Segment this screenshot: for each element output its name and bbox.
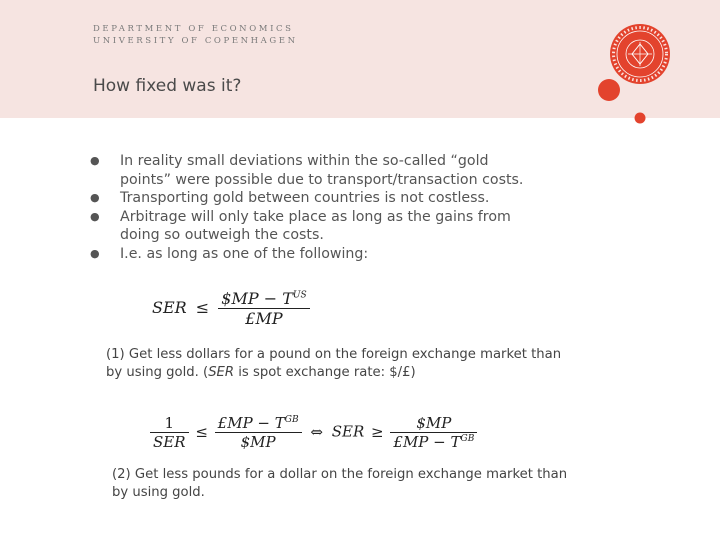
formula-lhs: SER [331, 422, 365, 441]
slide-title: How fixed was it? [93, 76, 242, 96]
bullet-text-cont: points” were possible due to transport/transaction costs. [120, 171, 524, 188]
bullet-dot: ● [90, 209, 100, 223]
note-text: by using gold. ( [106, 365, 209, 380]
note-line: (1) Get less dollars for a pound on the foreign exchange market than [106, 347, 562, 362]
bullet-text: Transporting gold between countries is not costless. [120, 190, 490, 206]
numerator-superscript: US [292, 290, 307, 301]
formula-denominator [390, 433, 477, 451]
department-name [93, 23, 298, 47]
bullet-item [90, 189, 650, 208]
bullet-dot: ● [90, 154, 100, 167]
formula-condition-2 [150, 414, 477, 451]
formula-fraction [150, 414, 189, 451]
denominator-superscript: GB [460, 434, 475, 444]
formula-relation: ≥ [371, 422, 384, 441]
bullet-item [90, 245, 650, 264]
formula-relation: ≤ [195, 422, 208, 441]
numerator-text: $MP − T [221, 289, 293, 308]
formula-fraction [218, 289, 309, 328]
bullet-text: In reality small deviations within the so-called “gold [120, 153, 489, 169]
numerator-text: £MP − T [217, 414, 285, 432]
note-line: (2) Get less pounds for a dollar on the foreign exchange market than [112, 467, 568, 482]
condition-2-note [112, 466, 567, 502]
bullet-list [90, 152, 650, 263]
seal-dot-small [633, 108, 653, 128]
formula-fraction [215, 414, 302, 451]
bullet-text: Arbitrage will only take place as long as the gains from [120, 208, 511, 225]
bullet-item [90, 152, 650, 189]
formula-numerator: 1 [150, 414, 189, 433]
formula-numerator: $MP [390, 414, 477, 433]
note-term: SER [208, 365, 235, 380]
note-line [106, 364, 561, 382]
formula-equivalence: ⇔ [310, 422, 323, 441]
formula-denominator: SER [153, 433, 186, 451]
formula-denominator: £MP [245, 309, 283, 328]
formula-condition-1 [152, 289, 310, 328]
formula-fraction [390, 414, 477, 451]
bullet-text-cont: doing so outweigh the costs. [120, 227, 324, 243]
dept-line-1: DEPARTMENT OF ECONOMICS [93, 24, 294, 34]
formula-lhs: SER [152, 298, 187, 317]
bullet-text: I.e. as long as one of the following: [120, 245, 369, 262]
formula-numerator [218, 289, 309, 309]
condition-1-note [106, 346, 561, 382]
bullet-dot: ● [90, 191, 100, 204]
note-text: is spot exchange rate: $/£) [234, 365, 416, 380]
bullet-item [90, 208, 650, 245]
bullet-dot: ● [90, 246, 100, 260]
note-line: by using gold. [112, 485, 205, 500]
formula-numerator [215, 414, 302, 433]
formula-relation: ≤ [195, 298, 210, 317]
numerator-superscript: GB [284, 415, 299, 425]
denominator-text: £MP − T [393, 433, 461, 451]
dept-line-2: UNIVERSITY OF COPENHAGEN [93, 36, 298, 46]
formula-denominator: $MP [240, 433, 276, 451]
